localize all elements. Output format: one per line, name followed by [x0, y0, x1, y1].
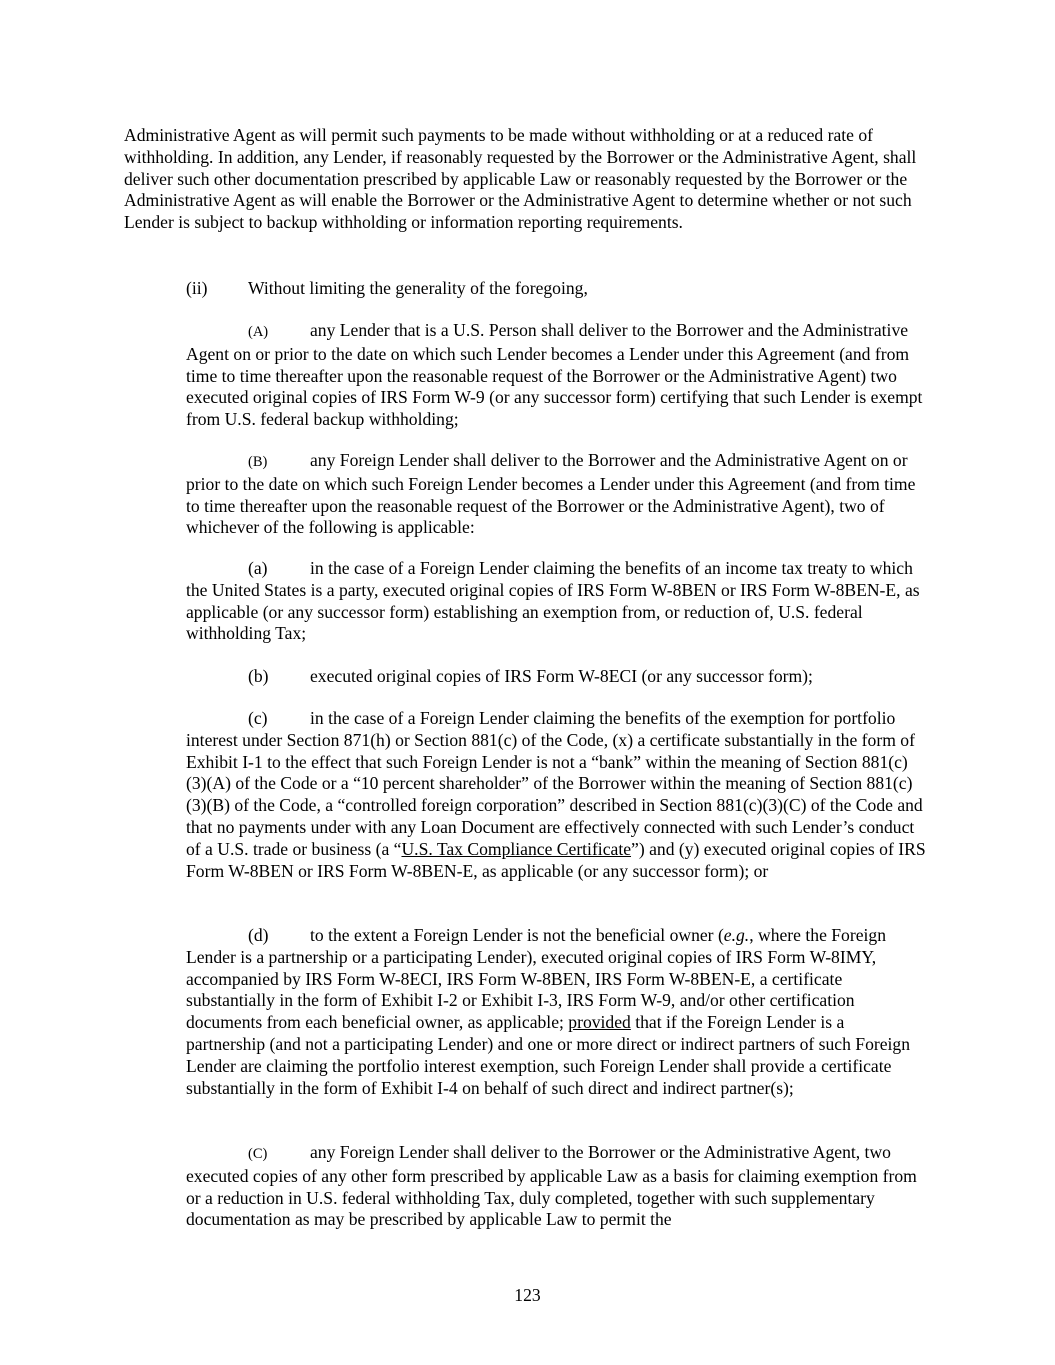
clause-A	[186, 320, 926, 431]
clause-text: in the case of a Foreign Lender claiming the benefits of an income tax treaty to which the United States is a party, executed original copies of IRS Form W-8BEN or IRS Form W-8BEN-E, as applicable (or any successor form) establishing an exemption from, or reduction of, U.S. federal withholding Tax;	[186, 558, 920, 644]
clause-label: (ii)	[186, 278, 208, 298]
clause-label: (a)	[248, 558, 268, 578]
clause-label: (b)	[248, 666, 269, 686]
clause-C	[186, 1142, 926, 1231]
clause-text-cont: , where the Foreign Lender is a partnership or a participating Lender), executed original copies of IRS Form W-8IMY, accompanied by IRS Form W-8ECI, IRS Form W-8BEN, IRS Form W-8BEN-E, a certificate substantially in the form of Exhibit I-2 or Exhibit I-3, IRS Form W-9, and/or other certification documents from each beneficial owner, as applicable;	[186, 925, 887, 1033]
clause-text: executed original copies of IRS Form W-8ECI (or any successor form);	[310, 666, 813, 686]
clause-text-cont: ”) and (y) executed original copies of IRS Form W-8BEN or IRS Form W-8BEN-E, as applicable (or any successor form); or	[186, 838, 926, 881]
clause-label: (A)	[248, 324, 269, 340]
clause-text: to the extent a Foreign Lender is not the beneficial owner (	[310, 925, 724, 945]
clause-d	[186, 925, 926, 1099]
clause-text: any Foreign Lender shall deliver to the Borrower or the Administrative Agent, two executed copies of any other form prescribed by applicable Law as a basis for claiming exemption from or a reduction in U.S. federal withholding Tax, duly completed, together with such supplementary documentation as may be prescribed by applicable Law to permit the	[186, 1142, 917, 1230]
clause-text: any Lender that is a U.S. Person shall deliver to the Borrower and the Administrative Agent on or prior to the date on which such Lender becomes a Lender under this Agreement (and from time to time thereafter upon the reasonable request of the Borrower or the Administrative Agent) two executed original copies of IRS Form W-9 (or any successor form) certifying that such Lender is exempt from U.S. federal backup withholding;	[186, 320, 923, 430]
clause-label: (C)	[248, 1146, 268, 1162]
clause-text-cont2: that if the Foreign Lender is a partnership (and not a participating Lender) and one or more direct or indirect partners of such Foreign Lender are claiming the portfolio interest exemption, such Foreign Lender shall provide a certificate substantially in the form of Exhibit I-4 on behalf of such direct and indirect partner(s);	[186, 1012, 911, 1098]
clause-a	[186, 558, 926, 645]
provided-term: provided	[568, 1012, 631, 1033]
clause-c	[186, 708, 926, 882]
defined-term: U.S. Tax Compliance Certificate	[401, 838, 632, 859]
clause-text: any Foreign Lender shall deliver to the Borrower and the Administrative Agent on or prior to the date on which such Foreign Lender becomes a Lender under this Agreement (and from time to time thereafter upon the reasonable request of the Borrower or the Administrative Agent), two of whichever of the following is applicable:	[186, 450, 916, 538]
clause-label: (c)	[248, 708, 268, 728]
clause-B	[186, 450, 926, 539]
clause-ii	[186, 278, 926, 300]
clause-label: (B)	[248, 454, 268, 470]
clause-label: (d)	[248, 925, 269, 945]
page-number: 123	[514, 1285, 541, 1305]
italic-eg: e.g.	[723, 925, 750, 945]
clause-b	[186, 666, 926, 688]
clause-text: Without limiting the generality of the foregoing,	[248, 278, 588, 298]
paragraph-continuation: Administrative Agent as will permit such payments to be made without withholding or at a reduced rate of withholding. In addition, any Lender, if reasonably requested by the Borrower or the Administrative Agent, shall deliver such other documentation prescribed by applicable Law or reasonably requested by the Borrower or the Administrative Agent as will enable the Borrower or the Administrative Agent to determine whether or not such Lender is subject to backup withholding or information reporting requirements.	[124, 125, 917, 233]
clause-text: in the case of a Foreign Lender claiming the benefits of the exemption for portfolio interest under Section 871(h) or Section 881(c) of the Code, (x) a certificate substantially in the form of Exhibit I-1 to the effect that such Foreign Lender is not a “bank” within the meaning of Section 881(c)(3)(A) of the Code or a “10 percent shareholder” of the Borrower within the meaning of Section 881(c)(3)(B) of the Code, a “controlled foreign corporation” described in Section 881(c)(3)(C) of the Code and that no payments under with any Loan Document are effectively connected with such Lender’s conduct of a U.S. trade or business (a “	[186, 708, 923, 859]
